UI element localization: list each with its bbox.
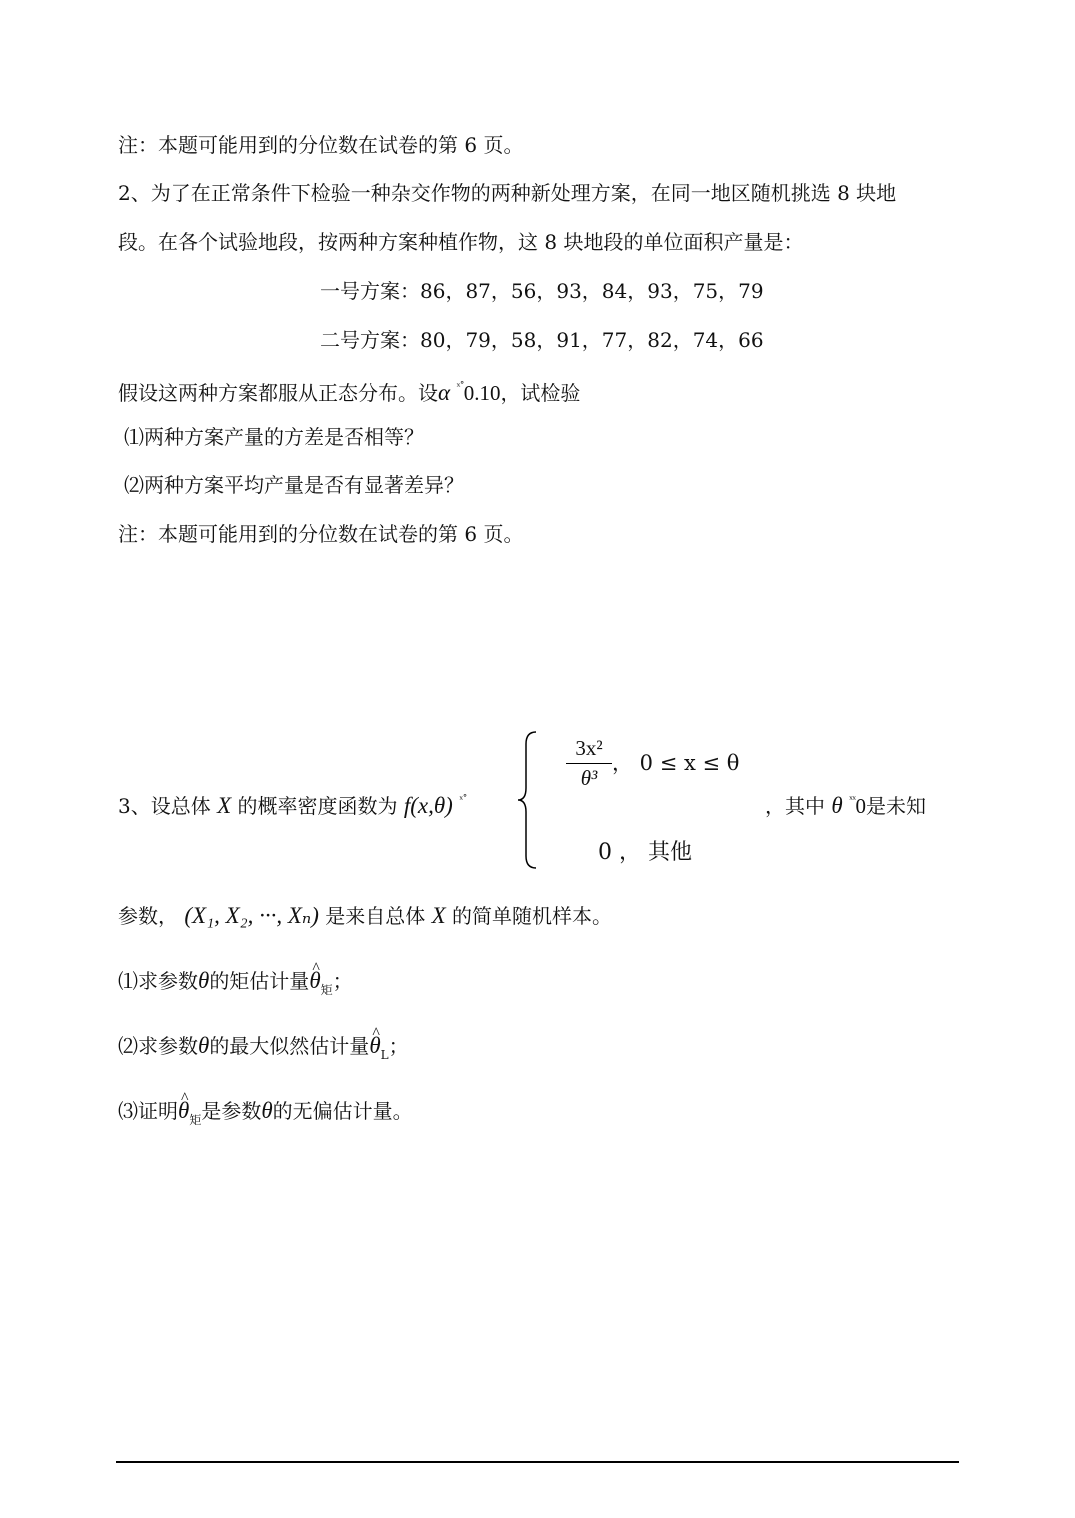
theta-hat: ^ θ	[178, 1098, 189, 1124]
question-2-line-1: 2、为了在正常条件下检验一种杂交作物的两种新处理方案，在同一地区随机挑选 8 块地	[118, 181, 897, 205]
fraction-denominator: θ³	[580, 766, 598, 790]
fraction-bar	[566, 763, 612, 764]
part-2-pre: ⑵求参数	[118, 1034, 198, 1058]
param-end: 的简单随机样本。	[452, 904, 613, 928]
part-1-pre: ⑴求参数	[118, 969, 198, 993]
theta-hat: ^ θ	[369, 1033, 380, 1059]
part-1-mid: 的矩估计量	[209, 969, 310, 993]
subscript: 矩	[320, 983, 333, 997]
q3-after: ，其中	[765, 794, 825, 818]
theta-symbol: θ	[261, 1098, 273, 1123]
glitch-mark: ˣ˚	[456, 382, 464, 393]
part-1	[118, 968, 353, 1003]
theta-symbol: θ	[831, 793, 843, 818]
piecewise-brace	[516, 730, 540, 870]
part-3-mid: 是参数	[201, 1099, 262, 1123]
assumption-tail: ，试检验	[500, 381, 581, 405]
glitch-mark: ˣ˚	[459, 795, 467, 806]
case-1-condition: ， 0 ≤ x ≤ θ	[612, 751, 740, 775]
sample-tuple: (X₁, X₂, ···, Xₙ)	[184, 903, 319, 928]
subscript: L	[380, 1048, 389, 1062]
zero-value: 0	[855, 794, 867, 818]
assumption-text: 假设这两种方案都服从正态分布。设	[118, 381, 438, 405]
theta-symbol: θ	[198, 968, 210, 993]
sub-question-2: ⑵两种方案平均产量是否有显著差异？	[124, 473, 464, 497]
parameter-line	[118, 903, 612, 929]
note-top: 注：本题可能用到的分位数在试卷的第 6 页。	[118, 133, 524, 157]
fraction-numerator: 3x²	[575, 736, 603, 760]
part-3	[118, 1098, 413, 1133]
subscript: 矩	[189, 1113, 202, 1127]
plan-2-data: 二号方案：80，79，58，91，77，82，74，66	[320, 328, 764, 352]
sub-question-1: ⑴两种方案产量的方差是否相等？	[124, 425, 424, 449]
fraction	[566, 736, 612, 791]
assumption-line	[118, 375, 580, 406]
part-1-end: ；	[332, 969, 353, 993]
note-middle: 注：本题可能用到的分位数在试卷的第 6 页。	[118, 522, 524, 546]
param-post: 是来自总体	[325, 904, 426, 928]
q3-mid: 的概率密度函数为	[237, 794, 398, 818]
param-pre: 参数，	[118, 904, 178, 928]
part-2-end: ；	[388, 1034, 409, 1058]
q3-intro: 3、设总体	[118, 794, 211, 818]
question-2-line-2: 段。在各个试验地段，按两种方案种植作物，这 8 块地段的单位面积产量是：	[118, 230, 804, 254]
theta-hat: ^ θ	[309, 968, 320, 994]
question-3-line	[118, 788, 466, 819]
part-3-pre: ⑶证明	[118, 1099, 178, 1123]
variable-x: X	[217, 793, 232, 818]
footer-rule	[116, 1461, 959, 1463]
question-3-tail	[765, 788, 926, 819]
part-2-mid: 的最大似然估计量	[209, 1034, 370, 1058]
plan-1-data: 一号方案：86，87，56，93，84，93，75，79	[320, 279, 764, 303]
theta-symbol: θ	[198, 1033, 210, 1058]
case-2: 0 ， 其他	[598, 840, 692, 865]
glitch-mark: ˣˣ	[849, 795, 856, 806]
density-function: f(x,θ)	[403, 793, 453, 818]
q3-end: 是未知	[866, 794, 927, 818]
part-2	[118, 1033, 409, 1068]
alpha-symbol: α	[438, 380, 451, 405]
alpha-value: 0.10	[463, 381, 501, 405]
part-3-end: 的无偏估计量。	[272, 1099, 413, 1123]
variable-x: X	[431, 903, 446, 928]
